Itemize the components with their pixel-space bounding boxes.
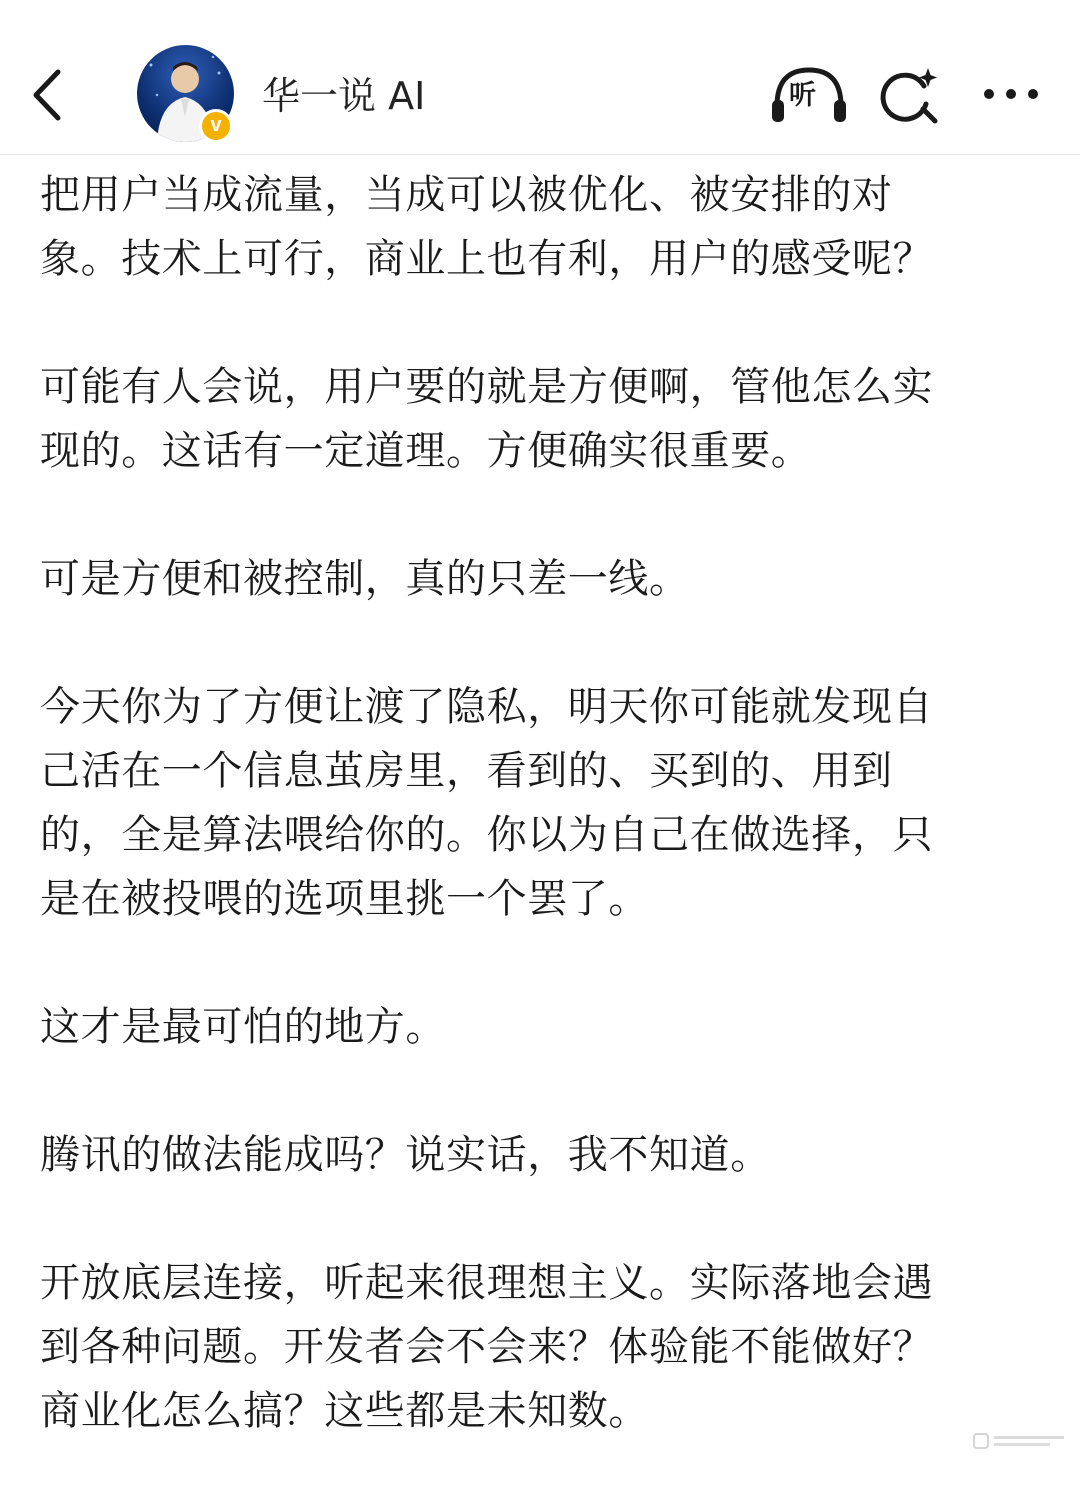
search-button[interactable] [878,64,942,128]
search-sparkle-icon [878,64,942,128]
chevron-left-icon [24,60,74,130]
article-paragraph: 可能有人会说，用户要的就是方便啊，管他怎么实 现的。这话有一定道理。方便确实很重要。 [40,364,934,474]
listen-label: 听 [789,80,816,111]
verified-badge-icon [199,109,233,143]
article-paragraph: 这才是最可怕的地方。 [40,1004,446,1050]
more-dots-icon [978,72,1044,116]
verified-mark: v [210,114,222,136]
back-button[interactable] [24,60,74,130]
article-body [40,163,1050,1507]
top-navigation-bar [0,0,1080,155]
more-button[interactable] [978,72,1044,116]
article-paragraph: 今天你为了方便让渡了隐私，明天你可能就发现自 己活在一个信息茧房里，看到的、买到的、用到 的，全是算法喂给你的。你以为自己在做选择，只 是在被投喂的选项里挑一个罢了。 [40,684,934,922]
watermark-logo [972,1428,1072,1456]
article-paragraph: 把用户当成流量，当成可以被优化、被安排的对 象。技术上可行，商业上也有利，用户的感受呢？ [40,172,934,282]
username[interactable]: 华一说 AI [262,74,426,118]
listen-button[interactable] [768,62,850,128]
article-paragraph: 开放底层连接，听起来很理想主义。实际落地会遇 到各种问题。开发者会不会来？体验能不能做好？ 商业化怎么搞？这些都是未知数。 [40,1260,934,1434]
article-paragraph: 可是方便和被控制，真的只差一线。 [40,556,690,602]
article-paragraph: 腾讯的做法能成吗？说实话，我不知道。 [40,1132,771,1178]
